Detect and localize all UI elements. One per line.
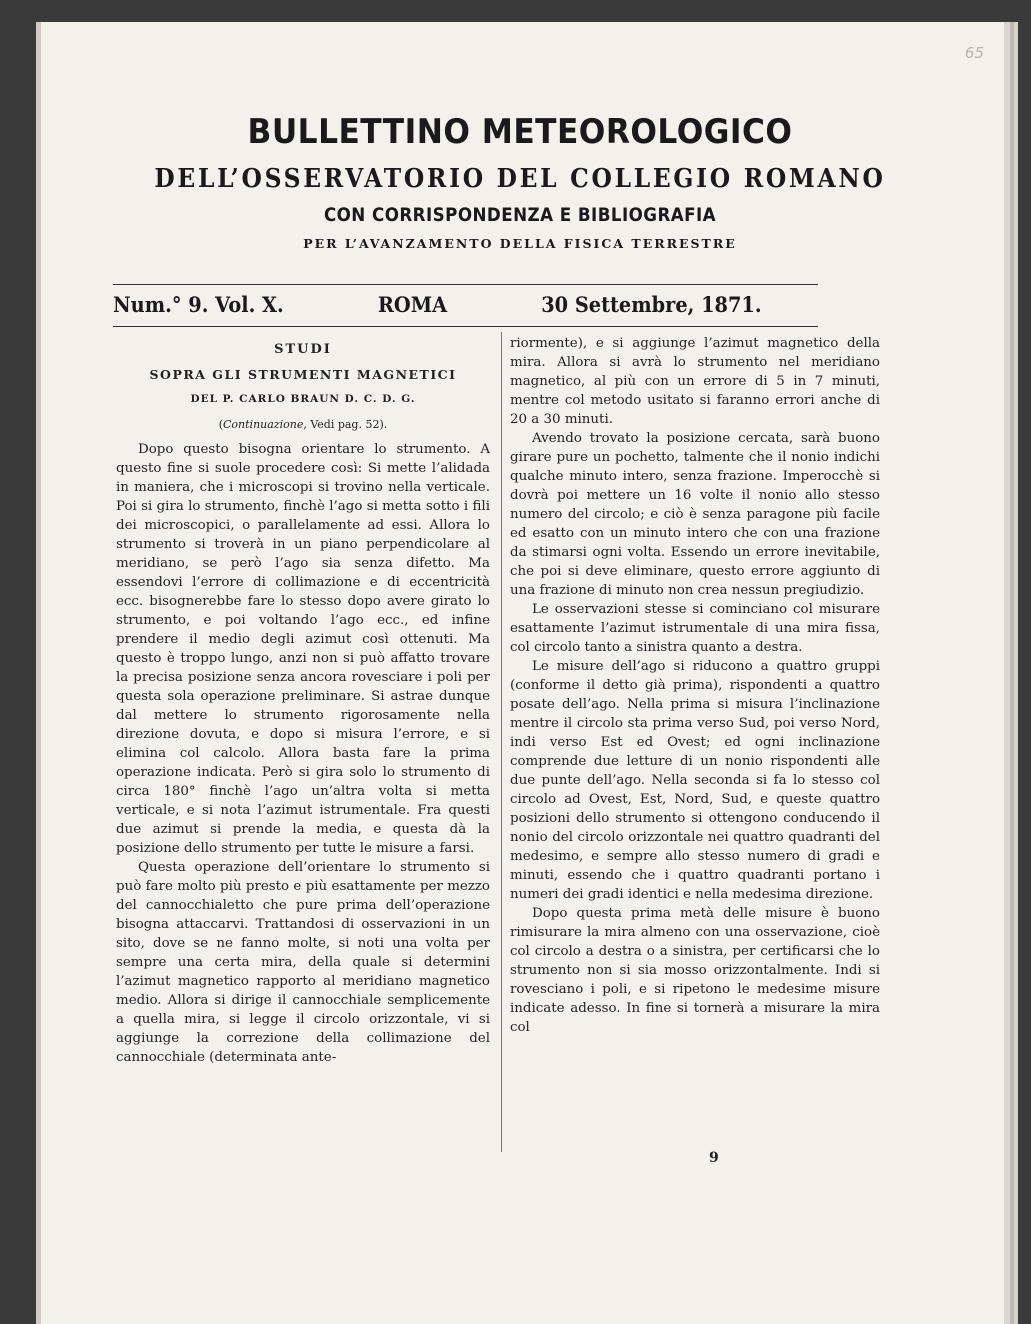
masthead-subtitle-2: CON CORRISPONDENZA E BIBLIOGRAFIA bbox=[323, 204, 717, 226]
article-author: DEL P. CARLO BRAUN D. C. D. G. bbox=[190, 393, 416, 405]
masthead bbox=[36, 112, 1004, 251]
right-column bbox=[510, 334, 880, 1037]
newspaper-page bbox=[36, 22, 1004, 1324]
masthead-title: BULLETTINO METEOROLOGICO bbox=[247, 112, 793, 152]
issue-number: Num.° 9. Vol. X. bbox=[113, 292, 284, 317]
paragraph: riormente), e si aggiunge l’azimut magnetico della mira. Allora si avrà lo strumento nel meridiano magnetico, al più con un errore di 5 in 7 minuti, mentre col metodo usitato si faranno errori anche di 20 a 30 minuti. bbox=[510, 336, 880, 427]
continuation-ref: , Vedi pag. 52). bbox=[303, 418, 388, 431]
article-subtitle: SOPRA GLI STRUMENTI MAGNETICI bbox=[149, 367, 457, 382]
masthead-subtitle-3: PER L’AVANZAMENTO DELLA FISICA TERRESTRE bbox=[303, 236, 737, 251]
continuation-label: Continuazione bbox=[223, 418, 304, 431]
paragraph: Questa operazione dell’orientare lo strumento si può fare molto più presto e più esattamente per mezzo del cannocchialetto che pure prima dell’operazione bisogna attaccarvi. Trattandosi di osservazioni in un sito, dove se ne fanno molte, si noti una volta per sempre una certa mira, della quale si determini l’azimut magnetico rapporto al meridiano magnetico medio. Allora si dirige il cannocchiale semplicemente a quella mira, si legge il circolo orizzontale, vi si aggiunge la correzione della collimazione del cannocchiale (determinata ante- bbox=[116, 860, 490, 1065]
masthead-subtitle: DELL’OSSERVATORIO DEL COLLEGIO ROMANO bbox=[154, 164, 886, 194]
paragraph: Avendo trovato la posizione cercata, sarà buono girare pure un pochetto, talmente che il nonio indichi qualche minuto intero, senza frazione. Imperocchè si dovrà poi mettere un 16 volte il nonio allo stesso numero del circolo; e ciò è senza paragone più facile ed esatto con un minuto intero che con una frazione da stimarsi ogni volta. Essendo un errore inevitabile, che poi si deve eliminare, questo errore aggiunto di una frazione di minuto non crea nessun pregiudizio. bbox=[510, 431, 880, 598]
paragraph: Dopo questo bisogna orientare lo strumento. A questo fine si suole procedere così: Si mette l’alidada in maniera, che i microscopi si trovino nella verticale. Poi si gira lo strumento, finchè l’ago si metta sotto i fili dei microscopici, o parallelamente ad essi. Allora lo strumento si troverà in un piano perpendicolare al meridiano, se però l’ago sia senza difetto. Ma essendovi l’errore di collimazione e di eccentricità ecc. bisognerebbe fare lo stesso dopo avere girato lo strumento, e poi voltando l’ago ecc., ed infine prendere il medio degli azimut così ottenuti. Ma questo è troppo lungo, anzi non si può affatto trovare la precisa posizione senza ancora rovesciare i poli per questa sola operazione preliminare. Si astrae dunque dal mettere lo strumento rigorosamente nella direzione dovuta, e dopo si misura l’errore, e si elimina col calcolo. Allora basta fare la prima operazione indicata. Però si gira solo lo strumento di circa 180° finchè l’ago un’altra volta si metta verticale, e si nota l’azimut istrumentale. Fra questi due azimut si prende la media, e questa dà la posizione dello strumento per tutte le misure a farsi. bbox=[116, 442, 490, 856]
pencil-page-number: 65 bbox=[964, 44, 984, 62]
paragraph: Dopo questa prima metà delle misure è buono rimisurare la mira almeno con una osservazione, cioè col circolo a destra o a sinistra, per certificarsi che lo strumento non si sia mosso orizzontalmente. Indi si rovesciano i poli, e si ripetono le medesime misure indicate adesso. In fine si tornerà a misurare la mira col bbox=[510, 906, 880, 1035]
column-divider bbox=[501, 332, 502, 1152]
paragraph: Le misure dell’ago si riducono a quattro gruppi (conforme il detto già prima), rispondenti a quattro posate dell’ago. Nella prima si misura l’inclinazione mentre il circolo sta prima verso Sud, poi verso Nord, indi verso Est ed Ovest; ed ogni inclinazione comprende due letture di un nonio rispondenti alle due punte dell’ago. Nella seconda si fa lo stesso col circolo ad Ovest, Est, Nord, Sud, e queste quattro posizioni dello strumento si ottengono conducendo il nonio del circolo orizzontale nei quattro quadranti del medesimo, e sempre allo stesso numero di gradi e minuti, essendo che i quattro quadranti portano i numeri dei gradi identici e nella medesima direzione. bbox=[510, 659, 880, 902]
issue-bar bbox=[113, 284, 818, 330]
left-column bbox=[116, 334, 490, 1067]
page-number: 9 bbox=[709, 1150, 719, 1166]
bottom-rule bbox=[113, 326, 818, 327]
paragraph: Le osservazioni stesse si cominciano col misurare esattamente l’azimut istrumentale di una mira fissa, col circolo tanto a sinistra quanto a destra. bbox=[510, 602, 880, 655]
issue-date: 30 Settembre, 1871. bbox=[541, 292, 762, 317]
top-rule bbox=[113, 284, 818, 285]
article-title: STUDI bbox=[274, 342, 332, 357]
article-continuation: (Continuazione, Vedi pag. 52). bbox=[218, 418, 388, 431]
issue-place: ROMA bbox=[377, 292, 448, 317]
